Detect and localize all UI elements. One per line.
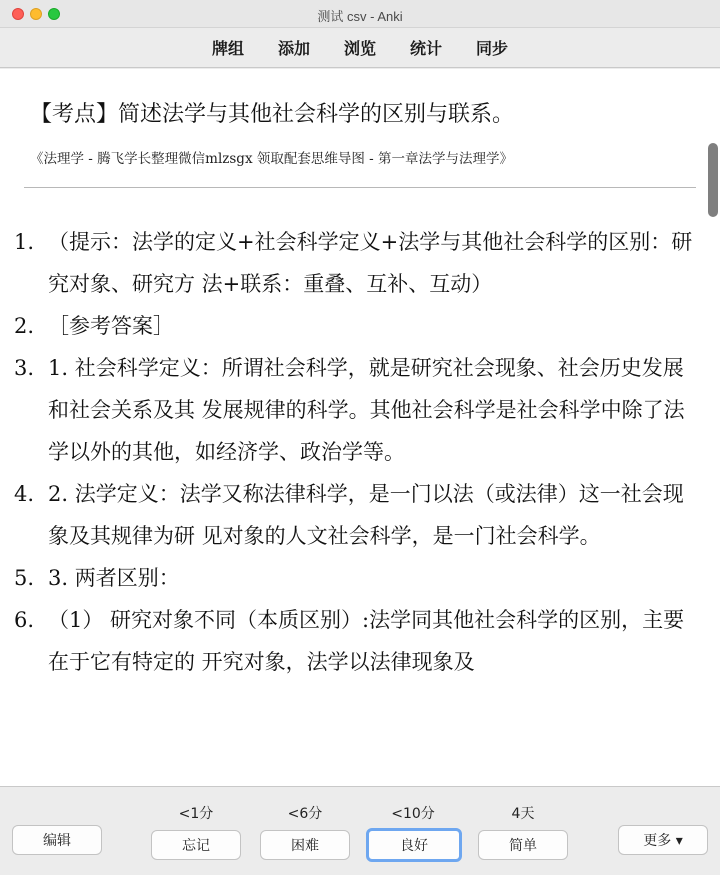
list-item [14, 473, 694, 557]
list-item-number: 2. [14, 314, 35, 338]
list-item-text: （提示：法学的定义+社会科学定义+法学与其他社会科学的区别：研究对象、研究方 法+联系：重叠、互补、互动） [48, 230, 693, 296]
toolbar-sync[interactable]: 同步 [476, 39, 509, 58]
list-item [14, 305, 694, 347]
list-item-number: 6. [14, 608, 35, 632]
answer-divider [24, 187, 696, 188]
card-content [0, 69, 720, 786]
toolbar-browse[interactable]: 浏览 [343, 39, 376, 58]
interval-hard: <6分 [287, 806, 323, 822]
list-item [14, 557, 694, 599]
interval-again: <1分 [178, 806, 214, 822]
again-button[interactable]: 忘记 [151, 830, 241, 860]
list-item-text: （1） 研究对象不同（本质区别）:法学同其他社会科学的区别，主要在于它有特定的 开究对象，法学以法律现象及 [48, 608, 685, 674]
list-item-text: 3. 两者区别： [48, 566, 180, 590]
list-item-number: 4. [14, 482, 35, 506]
list-item-text: ［参考答案］ [48, 314, 174, 338]
hard-button[interactable]: 困难 [260, 830, 350, 860]
scrollbar-thumb[interactable] [708, 143, 718, 217]
title-bar [0, 0, 720, 28]
edit-button[interactable]: 编辑 [12, 825, 102, 855]
list-item [14, 599, 694, 683]
card-question: 【考点】简述法学与其他社会科学的区别与联系。 [30, 102, 515, 127]
window-title: 测试 csv - Anki [317, 9, 403, 24]
reviewer-bar [0, 786, 720, 875]
good-button[interactable]: 良好 [366, 828, 462, 862]
interval-easy: 4天 [511, 806, 535, 822]
list-item-number: 1. [14, 230, 35, 254]
list-item [14, 221, 694, 305]
list-item-number: 5. [14, 566, 35, 590]
list-item-text: 2. 法学定义：法学又称法律科学，是一门以法（或法律）这一社会现象及其规律为研 见对象的人文社会科学，是一门社会科学。 [48, 482, 684, 548]
main-toolbar [0, 28, 720, 68]
easy-button[interactable]: 简单 [478, 830, 568, 860]
list-item-number: 3. [14, 356, 35, 380]
interval-good: <10分 [391, 806, 435, 822]
toolbar-stats[interactable]: 统计 [410, 39, 443, 58]
more-button[interactable]: 更多 ▾ [618, 825, 708, 855]
list-item-text: 1. 社会科学定义：所谓社会科学，就是研究社会现象、社会历史发展和社会关系及其 发展规律的科学。其他社会科学是社会科学中除了法学以外的其他，如经济学、政治学等。 [48, 356, 685, 464]
toolbar-decks[interactable]: 牌组 [211, 39, 244, 58]
answer-list [14, 221, 694, 683]
list-item [14, 347, 694, 473]
toolbar-add[interactable]: 添加 [277, 39, 310, 58]
card-source: 《法理学 - 腾飞学长整理微信mlzsgx 领取配套思维导图 - 第一章法学与法理学》 [30, 151, 513, 167]
